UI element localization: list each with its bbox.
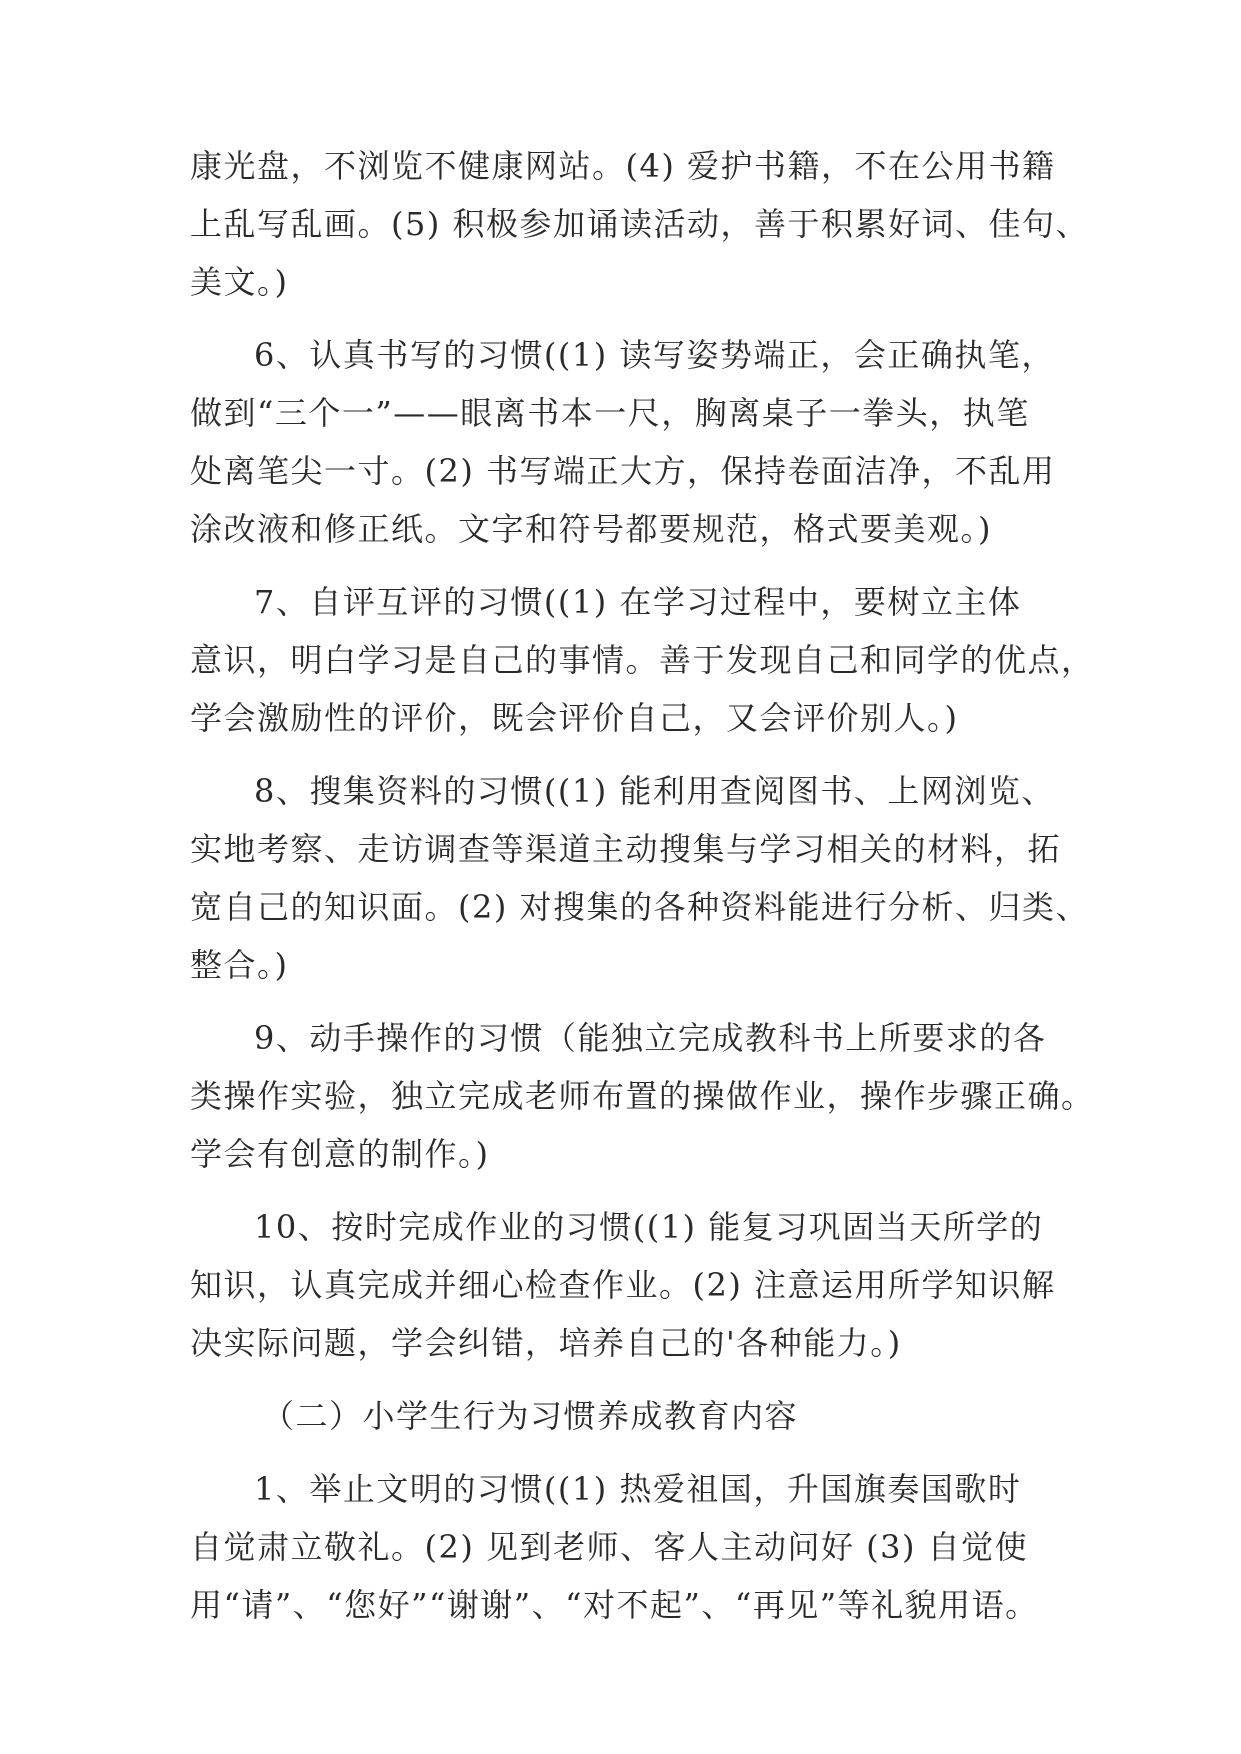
text-line: 学会有创意的制作。) bbox=[190, 1135, 490, 1173]
text-line: 学会激励性的评价，既会评价自己，又会评价别人。) bbox=[190, 699, 959, 737]
paragraph-start-line: 9、动手操作的习惯（能独立完成教科书上所要求的各 bbox=[254, 1019, 1047, 1057]
paragraph-start-line: 6、认真书写的习惯((1) 读写姿势端正，会正确执笔， bbox=[254, 336, 1055, 374]
paragraph-start-line: 8、搜集资料的习惯((1) 能利用查阅图书、上网浏览、 bbox=[254, 772, 1055, 810]
paragraph-start-line: 7、自评互评的习惯((1) 在学习过程中，要树立主体 bbox=[254, 583, 1022, 621]
text-line: 决实际问题，学会纠错，培养自己的'各种能力。) bbox=[190, 1324, 902, 1362]
text-line: 知识，认真完成并细心检查作业。(2) 注意运用所学知识解 bbox=[190, 1266, 1056, 1304]
text-line: 处离笔尖一寸。(2) 书写端正大方，保持卷面洁净，不乱用 bbox=[190, 452, 1056, 490]
text-line: 用“请”、“您好”“谢谢”、“对不起”、“再见”等礼貌用语。 bbox=[190, 1586, 1039, 1624]
text-line: 整合。) bbox=[190, 946, 289, 984]
text-line: 美文。) bbox=[190, 263, 289, 301]
text-line: 康光盘，不浏览不健康网站。(4) 爱护书籍，不在公用书籍 bbox=[190, 147, 1056, 185]
text-line: 自觉肃立敬礼。(2) 见到老师、客人主动问好 (3) 自觉使 bbox=[190, 1528, 1029, 1566]
text-line: 上乱写乱画。(5) 积极参加诵读活动，善于积累好词、佳句、 bbox=[190, 205, 1090, 243]
text-line: 涂改液和修正纸。文字和符号都要规范，格式要美观。) bbox=[190, 510, 992, 548]
section-heading: （二）小学生行为习惯养成教育内容 bbox=[262, 1397, 799, 1435]
text-line: 意识，明白学习是自己的事情。善于发现自己和同学的优点， bbox=[190, 641, 1095, 679]
text-line: 宽自己的知识面。(2) 对搜集的各种资料能进行分析、归类、 bbox=[190, 888, 1090, 926]
text-line: 类操作实验，独立完成老师布置的操做作业，操作步骤正确。 bbox=[190, 1077, 1095, 1115]
paragraph-start-line: 10、按时完成作业的习惯((1) 能复习巩固当天所学的 bbox=[254, 1208, 1044, 1246]
text-line: 实地考察、走访调查等渠道主动搜集与学习相关的材料，拓 bbox=[190, 830, 1062, 868]
paragraph-start-line: 1、举止文明的习惯((1) 热爱祖国，升国旗奏国歌时 bbox=[254, 1470, 1022, 1508]
text-line: 做到“三个一”——眼离书本一尺，胸离桌子一拳头，执笔 bbox=[190, 394, 1030, 432]
